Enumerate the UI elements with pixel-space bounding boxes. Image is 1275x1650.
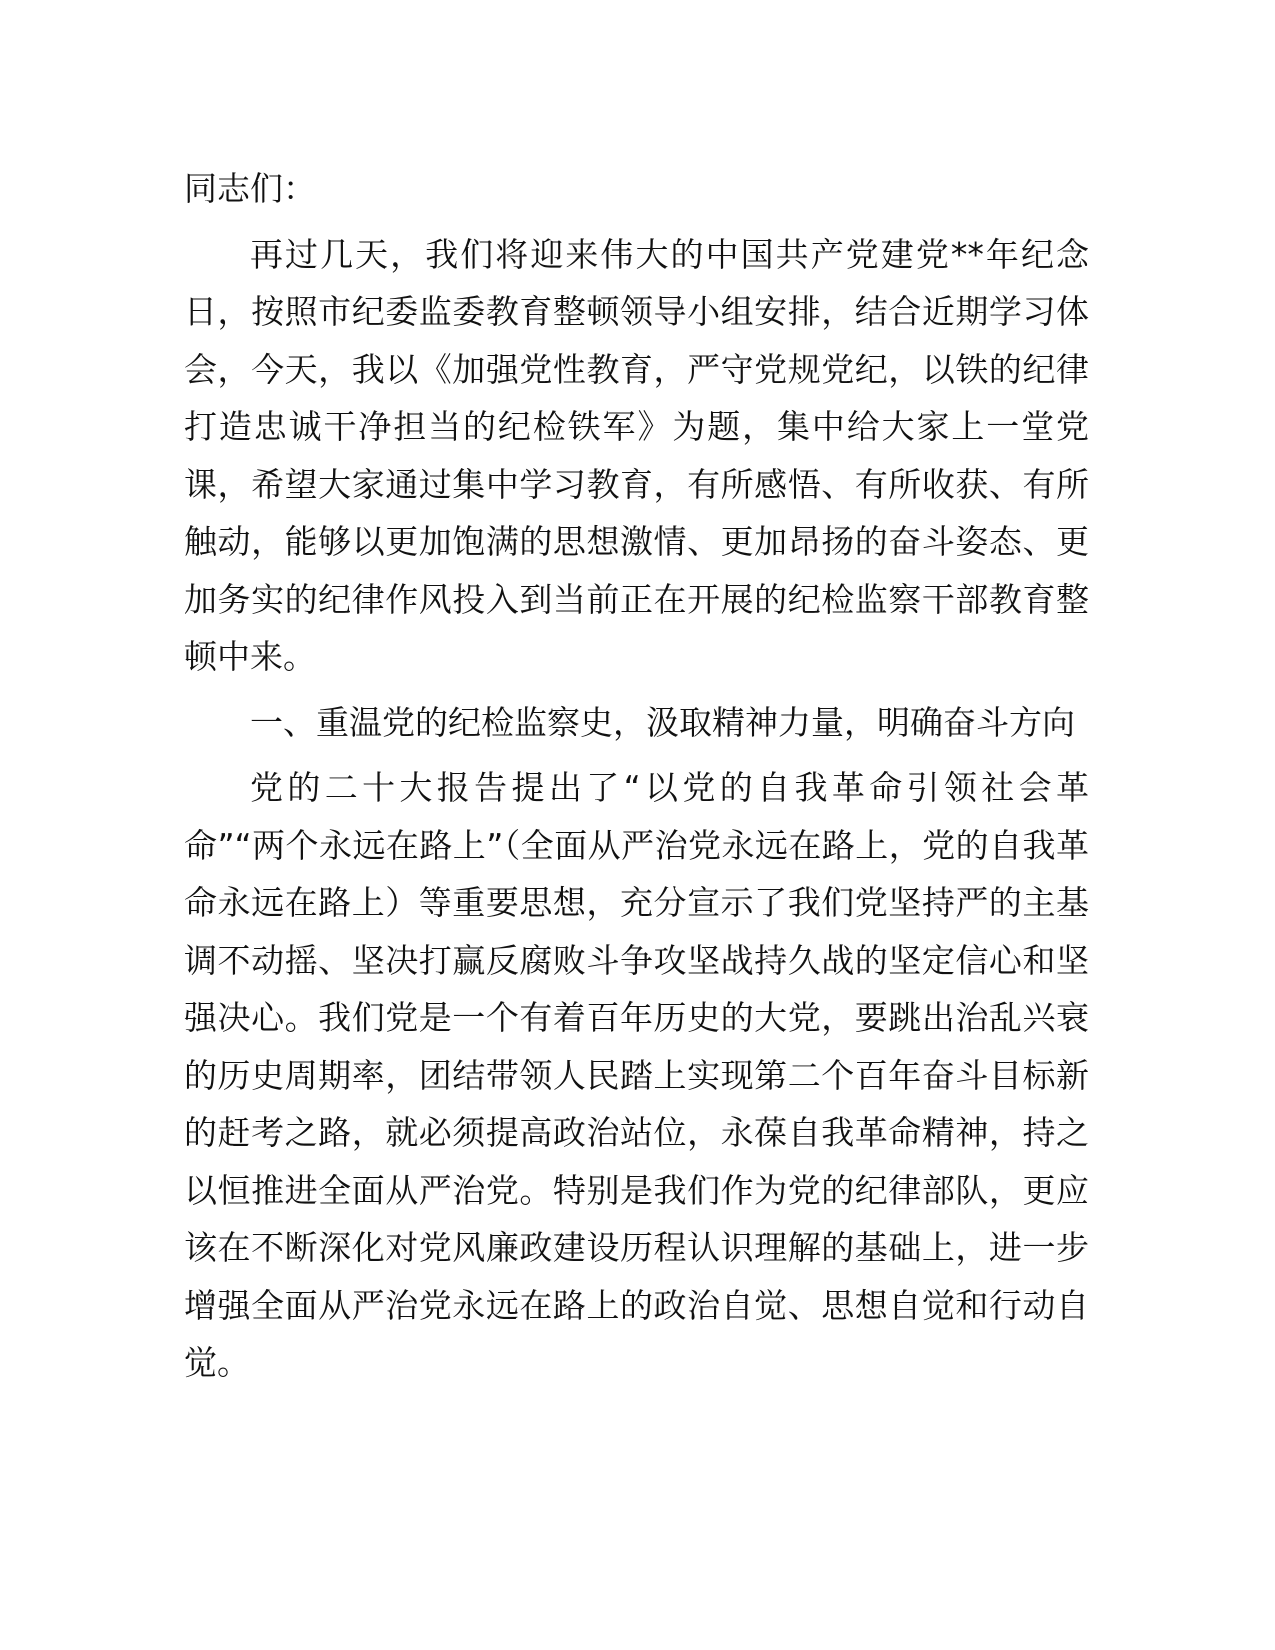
paragraph-body: 党的二十大报告提出了“以党的自我革命引领社会革命”“两个永远在路上”（全面从严治党永远在路上，党的自我革命永远在路上）等重要思想，充分宣示了我们党坚持严的主基调不动摇、坚决打赢反腐败斗争攻坚战持久战的坚定信心和坚强决心。我们党是一个有着百年历史的大党，要跳出治乱兴衰的历史周期率，团结带领人民踏上实现第二个百年奋斗目标新的赶考之路，就必须提高政治站位，永葆自我革命精神，持之以恒推进全面从严治党。特别是我们作为党的纪律部队，更应该在不断深化对党风廉政建设历程认识理解的基础上，进一步增强全面从严治党永远在路上的政治自觉、思想自觉和行动自觉。 [184,768,1089,1382]
section-heading: 一、重温党的纪检监察史，汲取精神力量，明确奋斗方向 [250,702,1075,742]
document-body [184,160,1089,1400]
paragraph-intro: 再过几天，我们将迎来伟大的中国共产党建党**年纪念日，按照市纪委监委教育整顿领导小组安排，结合近期学习体会，今天，我以《加强党性教育，严守党规党纪，以铁的纪律打造忠诚干净担当的纪检铁军》为题，集中给大家上一堂党课，希望大家通过集中学习教育，有所感悟、有所收获、有所触动，能够以更加饱满的思想激情、更加昂扬的奋斗姿态、更加务实的纪律作风投入到当前正在开展的纪检监察干部教育整顿中来。 [184,234,1089,676]
salutation: 同志们： [184,169,316,208]
